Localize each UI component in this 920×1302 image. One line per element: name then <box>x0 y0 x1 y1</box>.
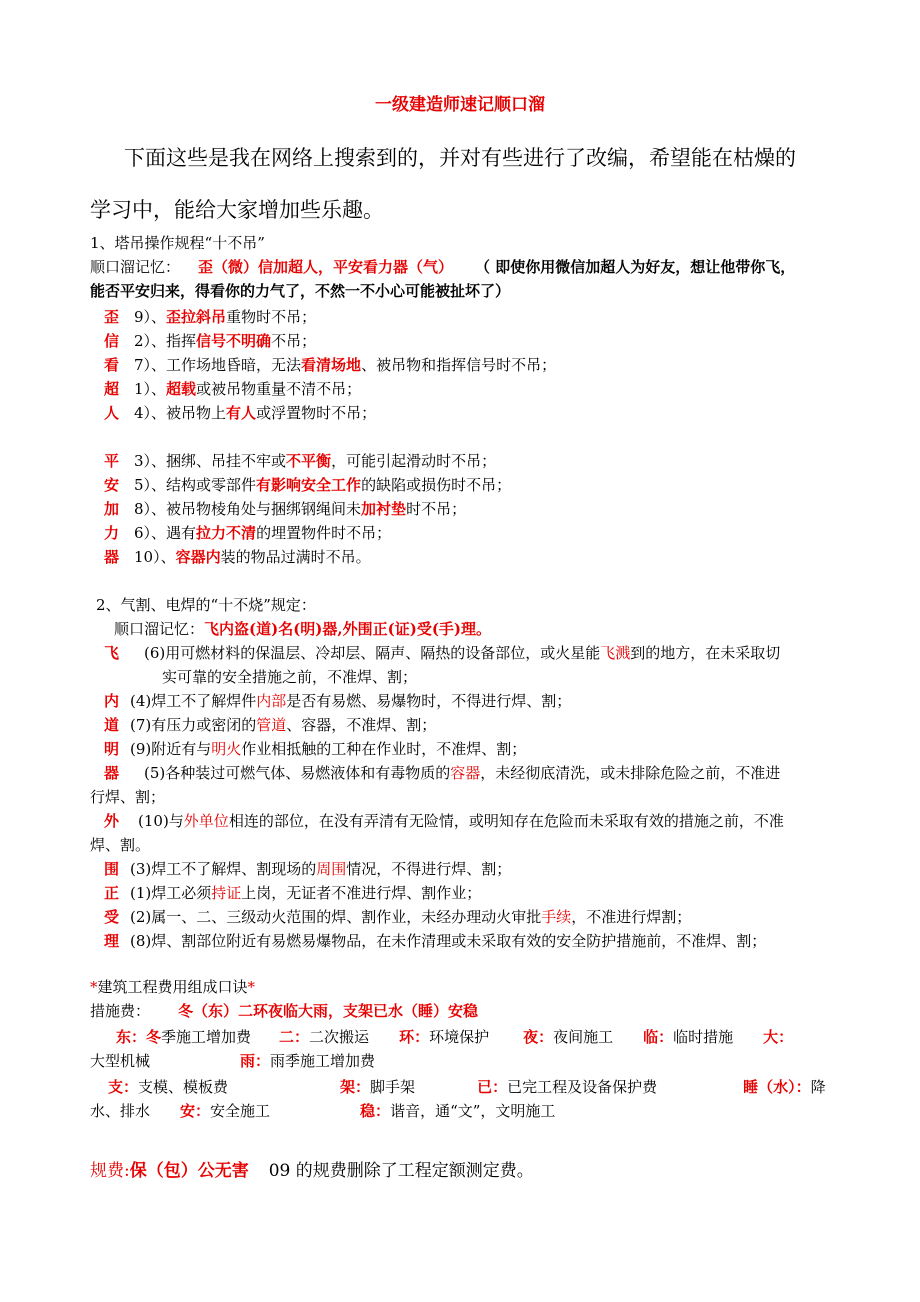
rule-marker: 超 <box>104 380 120 398</box>
measures-key: 环： <box>399 1028 430 1046</box>
star-marker: * <box>247 978 256 996</box>
intro-line-1: 下面这些是我在网络上搜索到的，并对有些进行了改编，希望能在枯燥的 <box>124 146 796 170</box>
measures-key: 架： <box>340 1078 371 1096</box>
rule-marker: 信 <box>104 332 120 350</box>
fees-mnemonic: 保（包）公无害 <box>129 1161 249 1181</box>
rule-highlight: 有人 <box>226 404 257 422</box>
mnemonic-label: 顺口溜记忆： <box>114 620 205 638</box>
measures-value: 夜间施工 <box>553 1028 614 1046</box>
rule-marker: 安 <box>104 476 120 494</box>
rule-text: ，可能引起滑动时不吊； <box>331 452 497 470</box>
measures-value: 降 <box>810 1078 826 1096</box>
rule-text: 重物时不吊； <box>226 308 317 326</box>
measures-value: 大型机械 <box>90 1052 151 1070</box>
rule-text: (9)附近有与 <box>130 740 212 758</box>
rule-text: 、容器，不准焊、割； <box>286 716 437 734</box>
rule-item <box>104 450 496 472</box>
rule-text: 1）、 <box>134 380 167 398</box>
mnemonic-text: 飞内盗(道)名(明)器,外围正(证)受(手)理。 <box>204 620 492 638</box>
measures-value: 已完工程及设备保护费 <box>507 1078 658 1096</box>
rule-marker: 围 <box>104 860 120 878</box>
section-2-mnemonic-line <box>114 618 491 640</box>
rule-text: 或被吊物重量不清不吊； <box>196 380 362 398</box>
rule-text: ，未经彻底清洗，或未排除危险之前，不准进 <box>480 764 781 782</box>
rule-item <box>104 546 371 568</box>
rule-text: 装的物品过满时不吊。 <box>220 548 371 566</box>
rule-text: (10)与 <box>138 812 184 830</box>
measures-mnemonic: 冬（东）二环夜临大雨，支架已水（睡）安稳 <box>178 1002 479 1020</box>
rule-text: 的埋置物件时不吊； <box>256 524 392 542</box>
rule-text: 9）、 <box>134 308 167 326</box>
rule-text: 、被吊物和指挥信号时不吊； <box>361 356 557 374</box>
measures-value: 季施工增加费 <box>161 1028 252 1046</box>
measures-row-3 <box>108 1076 826 1098</box>
measures-row-4 <box>90 1100 555 1122</box>
measures-label: 措施费： <box>90 1002 151 1020</box>
rule-item <box>104 738 526 760</box>
measures-value: 雨季施工增加费 <box>270 1052 376 1070</box>
rule-text: 上岗，无证者不准进行焊、割作业； <box>241 884 482 902</box>
rule-text: (3)焊工不了解焊、割现场的 <box>130 860 317 878</box>
measures-key: 临： <box>643 1028 674 1046</box>
rule-marker: 看 <box>104 356 120 374</box>
measures-row-2 <box>90 1050 375 1072</box>
measures-key: 大： <box>763 1028 794 1046</box>
rule-marker: 内 <box>104 692 120 710</box>
mnemonic-note: （ 即使你用微信加超人为好友，想让他带你飞， <box>475 258 796 276</box>
rule-text: 或浮置物时不吊； <box>256 404 377 422</box>
rule-marker: 正 <box>104 884 120 902</box>
rule-highlight: 不平衡 <box>286 452 332 470</box>
rule-highlight: 飞溅 <box>600 644 631 662</box>
measures-value: 谐音，通“文”，文明施工 <box>390 1102 556 1120</box>
rule-text: 6）、遇有 <box>134 524 197 542</box>
rule-item <box>104 858 511 880</box>
mnemonic-text: 歪（微）信加超人，平安看力器（气） <box>198 258 454 276</box>
section-3-title: 建筑工程费用组成口诀 <box>97 978 248 996</box>
measures-key: 二： <box>279 1028 310 1046</box>
rule-marker: 明 <box>104 740 120 758</box>
fees-note: 09 的规费删除了工程定额测定费。 <box>268 1161 534 1181</box>
rule-item <box>104 330 316 352</box>
rule-item <box>104 522 391 544</box>
measures-key: 夜： <box>523 1028 554 1046</box>
measures-value: 支模、模板费 <box>138 1078 229 1096</box>
measures-value: 安全施工 <box>210 1102 271 1120</box>
rule-item <box>104 882 481 904</box>
rule-text: (7)有压力或密闭的 <box>130 716 257 734</box>
rule-highlight: 手续 <box>541 908 572 926</box>
fees-label: 规费: <box>90 1161 130 1181</box>
rule-highlight: 超载 <box>166 380 197 398</box>
rule-highlight: 持证 <box>211 884 242 902</box>
rule-highlight: 拉力不清 <box>196 524 257 542</box>
rule-item <box>104 378 361 400</box>
rule-highlight: 看清场地 <box>301 356 362 374</box>
rule-marker: 力 <box>104 524 120 542</box>
rule-highlight: 内部 <box>256 692 287 710</box>
measures-key: 稳： <box>360 1102 391 1120</box>
fees-line <box>90 1158 534 1184</box>
rule-item <box>104 906 691 928</box>
rule-highlight: 明火 <box>211 740 242 758</box>
measures-value: 临时措施 <box>673 1028 734 1046</box>
rule-text: 的缺陷或损伤时不吊； <box>361 476 512 494</box>
measures-line <box>90 1000 478 1022</box>
measures-key: 睡（水）： <box>743 1078 811 1096</box>
rule-highlight: 管道 <box>256 716 287 734</box>
rule-highlight: 周围 <box>316 860 347 878</box>
rule-text: (6)用可燃材料的保温层、冷却层、隔声、隔热的设备部位，或火星能 <box>144 644 601 662</box>
rule-marker: 道 <box>104 716 120 734</box>
measures-value: 水、排水 <box>90 1102 151 1120</box>
rule-item <box>104 810 784 832</box>
rule-text: 7）、工作场地昏暗，无法 <box>134 356 302 374</box>
rule-item-continued: 行焊、割； <box>90 788 166 806</box>
rule-item <box>104 762 780 784</box>
rule-item-continued: 焊、割。 <box>90 836 151 854</box>
rule-highlight: 有影响安全工作 <box>256 476 362 494</box>
rule-text: 作业相抵触的工种在作业时，不准焊、割； <box>241 740 527 758</box>
rule-text: 3）、捆绑、吊挂不牢或 <box>134 452 287 470</box>
rule-text: 4）、被吊物上 <box>134 404 227 422</box>
section-1-heading: 1、塔吊操作规程“十不吊” <box>90 234 265 252</box>
measures-value: 脚手架 <box>370 1078 416 1096</box>
section-3-heading <box>90 976 255 998</box>
document-title: 一级建造师速记顺口溜 <box>375 95 545 115</box>
rule-text: 5）、结构或零部件 <box>134 476 257 494</box>
rule-item <box>104 930 766 952</box>
star-marker: * <box>90 978 98 996</box>
measures-key: 已： <box>477 1078 508 1096</box>
rule-marker: 歪 <box>104 308 120 326</box>
rule-highlight: 容器内 <box>175 548 221 566</box>
mnemonic-label: 顺口溜记忆： <box>90 258 181 276</box>
measures-value: 二次搬运 <box>309 1028 370 1046</box>
rule-marker: 人 <box>104 404 120 422</box>
rule-marker: 器 <box>104 548 120 566</box>
rule-item <box>104 642 780 664</box>
rule-item <box>104 498 466 520</box>
rule-marker: 器 <box>104 764 120 782</box>
rule-text: (5)各种装过可燃气体、易燃液体和有毒物质的 <box>144 764 451 782</box>
rule-text: (1)焊工必须 <box>130 884 212 902</box>
rule-text: (4)焊工不了解焊件 <box>130 692 257 710</box>
rule-text: (2)属一、二、三级动火范围的焊、割作业，未经办理动火审批 <box>130 908 542 926</box>
rule-text: 时不吊； <box>406 500 467 518</box>
section-2-heading: 2、气割、电焊的“十不烧”规定： <box>96 596 316 614</box>
section-1-mnemonic-line <box>90 256 795 278</box>
measures-key: 东：冬 <box>116 1028 162 1046</box>
measures-value: 环境保护 <box>429 1028 490 1046</box>
rule-item <box>104 714 436 736</box>
rule-item <box>104 306 316 328</box>
measures-key: 支： <box>108 1078 139 1096</box>
rule-item-continued: 实可靠的安全措施之前，不准焊、割； <box>162 668 418 686</box>
rule-highlight: 容器 <box>450 764 481 782</box>
rule-highlight: 加衬垫 <box>361 500 407 518</box>
mnemonic-note-continued: 能否平安归来，得看你的力气了，不然一不小心可能被扯坏了） <box>90 282 511 300</box>
rule-marker: 外 <box>104 812 120 830</box>
rule-text: 情况，不得进行焊、割； <box>346 860 512 878</box>
intro-line-2: 学习中，能给大家增加些乐趣。 <box>90 198 384 222</box>
measures-row-1 <box>116 1026 793 1048</box>
rule-text: (8)焊、割部位附近有易燃易爆物品，在未作清理或未采取有效的安全防护措施前，不准焊、割； <box>130 932 767 950</box>
rule-marker: 理 <box>104 932 120 950</box>
rule-item <box>104 402 376 424</box>
rule-item <box>104 474 511 496</box>
rule-marker: 受 <box>104 908 120 926</box>
rule-item <box>104 690 571 712</box>
rule-text: 相连的部位，在没有弄清有无险情，或明知存在危险而未采取有效的措施之前，不准 <box>228 812 784 830</box>
rule-text: ，不准进行焊割； <box>571 908 692 926</box>
rule-text: 2）、指挥 <box>134 332 197 350</box>
rule-text: 8）、被吊物棱角处与捆绑钢绳间未 <box>134 500 362 518</box>
rule-marker: 平 <box>104 452 120 470</box>
measures-key: 雨： <box>240 1052 271 1070</box>
rule-text: 10）、 <box>134 548 176 566</box>
rule-text: 是否有易燃、易爆物时，不得进行焊、割； <box>286 692 572 710</box>
rule-highlight: 外单位 <box>183 812 229 830</box>
measures-key: 安： <box>180 1102 211 1120</box>
rule-highlight: 信号不明确 <box>196 332 272 350</box>
rule-highlight: 歪拉斜吊 <box>166 308 227 326</box>
rule-marker: 加 <box>104 500 120 518</box>
rule-marker: 飞 <box>104 644 120 662</box>
rule-item <box>104 354 556 376</box>
rule-text: 不吊； <box>271 332 317 350</box>
rule-text: 到的地方，在未采取切 <box>630 644 781 662</box>
